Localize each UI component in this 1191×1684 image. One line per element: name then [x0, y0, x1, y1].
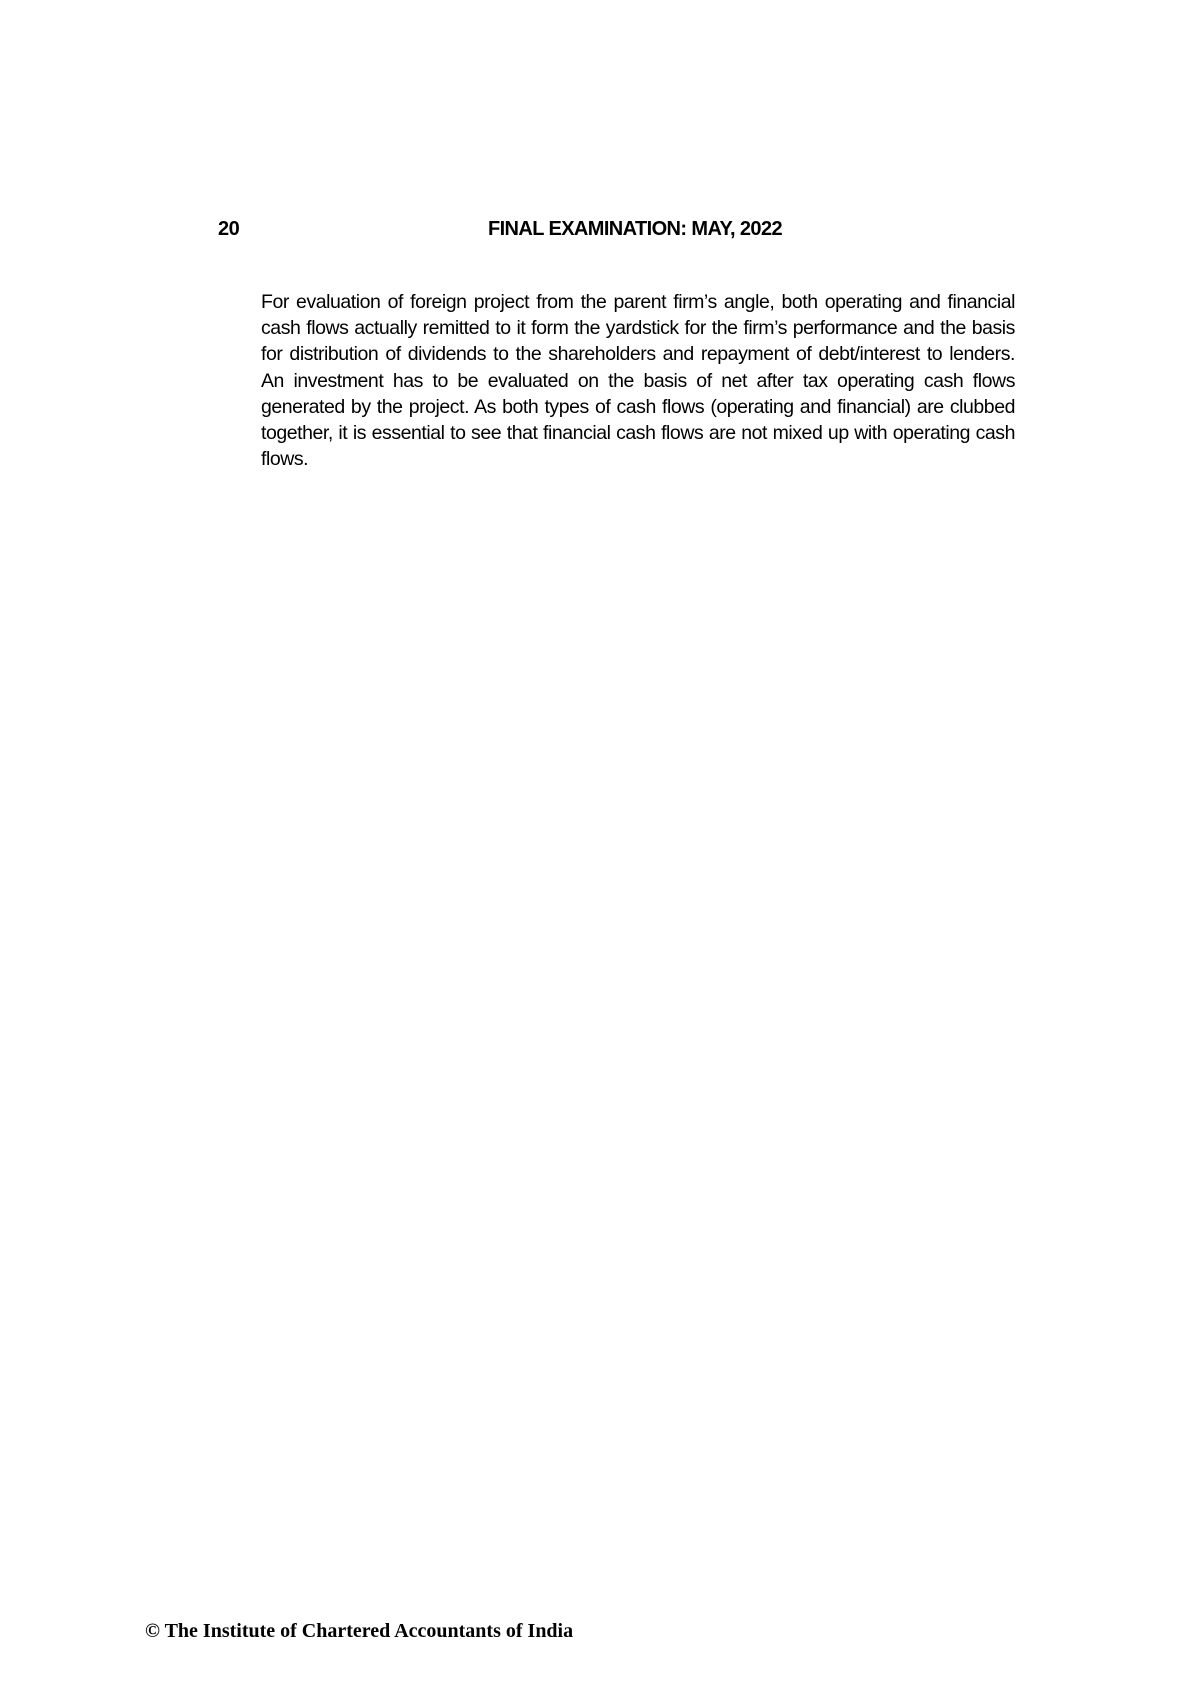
- body-paragraph: For evaluation of foreign project from the parent firm’s angle, both operating and financial cash flows actually remitted to it form the yardstick for the firm’s performance and the basis for distribution of dividends to the shareholders and repayment of debt/interest to lenders. An investment has to be evaluated on the basis of net after tax operating cash flows generated by the project. As both types of cash flows (operating and financial) are clubbed together, it is essential to see that financial cash flows are not mixed up with operating cash flows.: [261, 291, 1015, 471]
- page-title: FINAL EXAMINATION: MAY, 2022: [487, 218, 782, 240]
- page-number: 20: [218, 218, 240, 240]
- copyright-footer: © The Institute of Chartered Accountants of India: [145, 1620, 574, 1642]
